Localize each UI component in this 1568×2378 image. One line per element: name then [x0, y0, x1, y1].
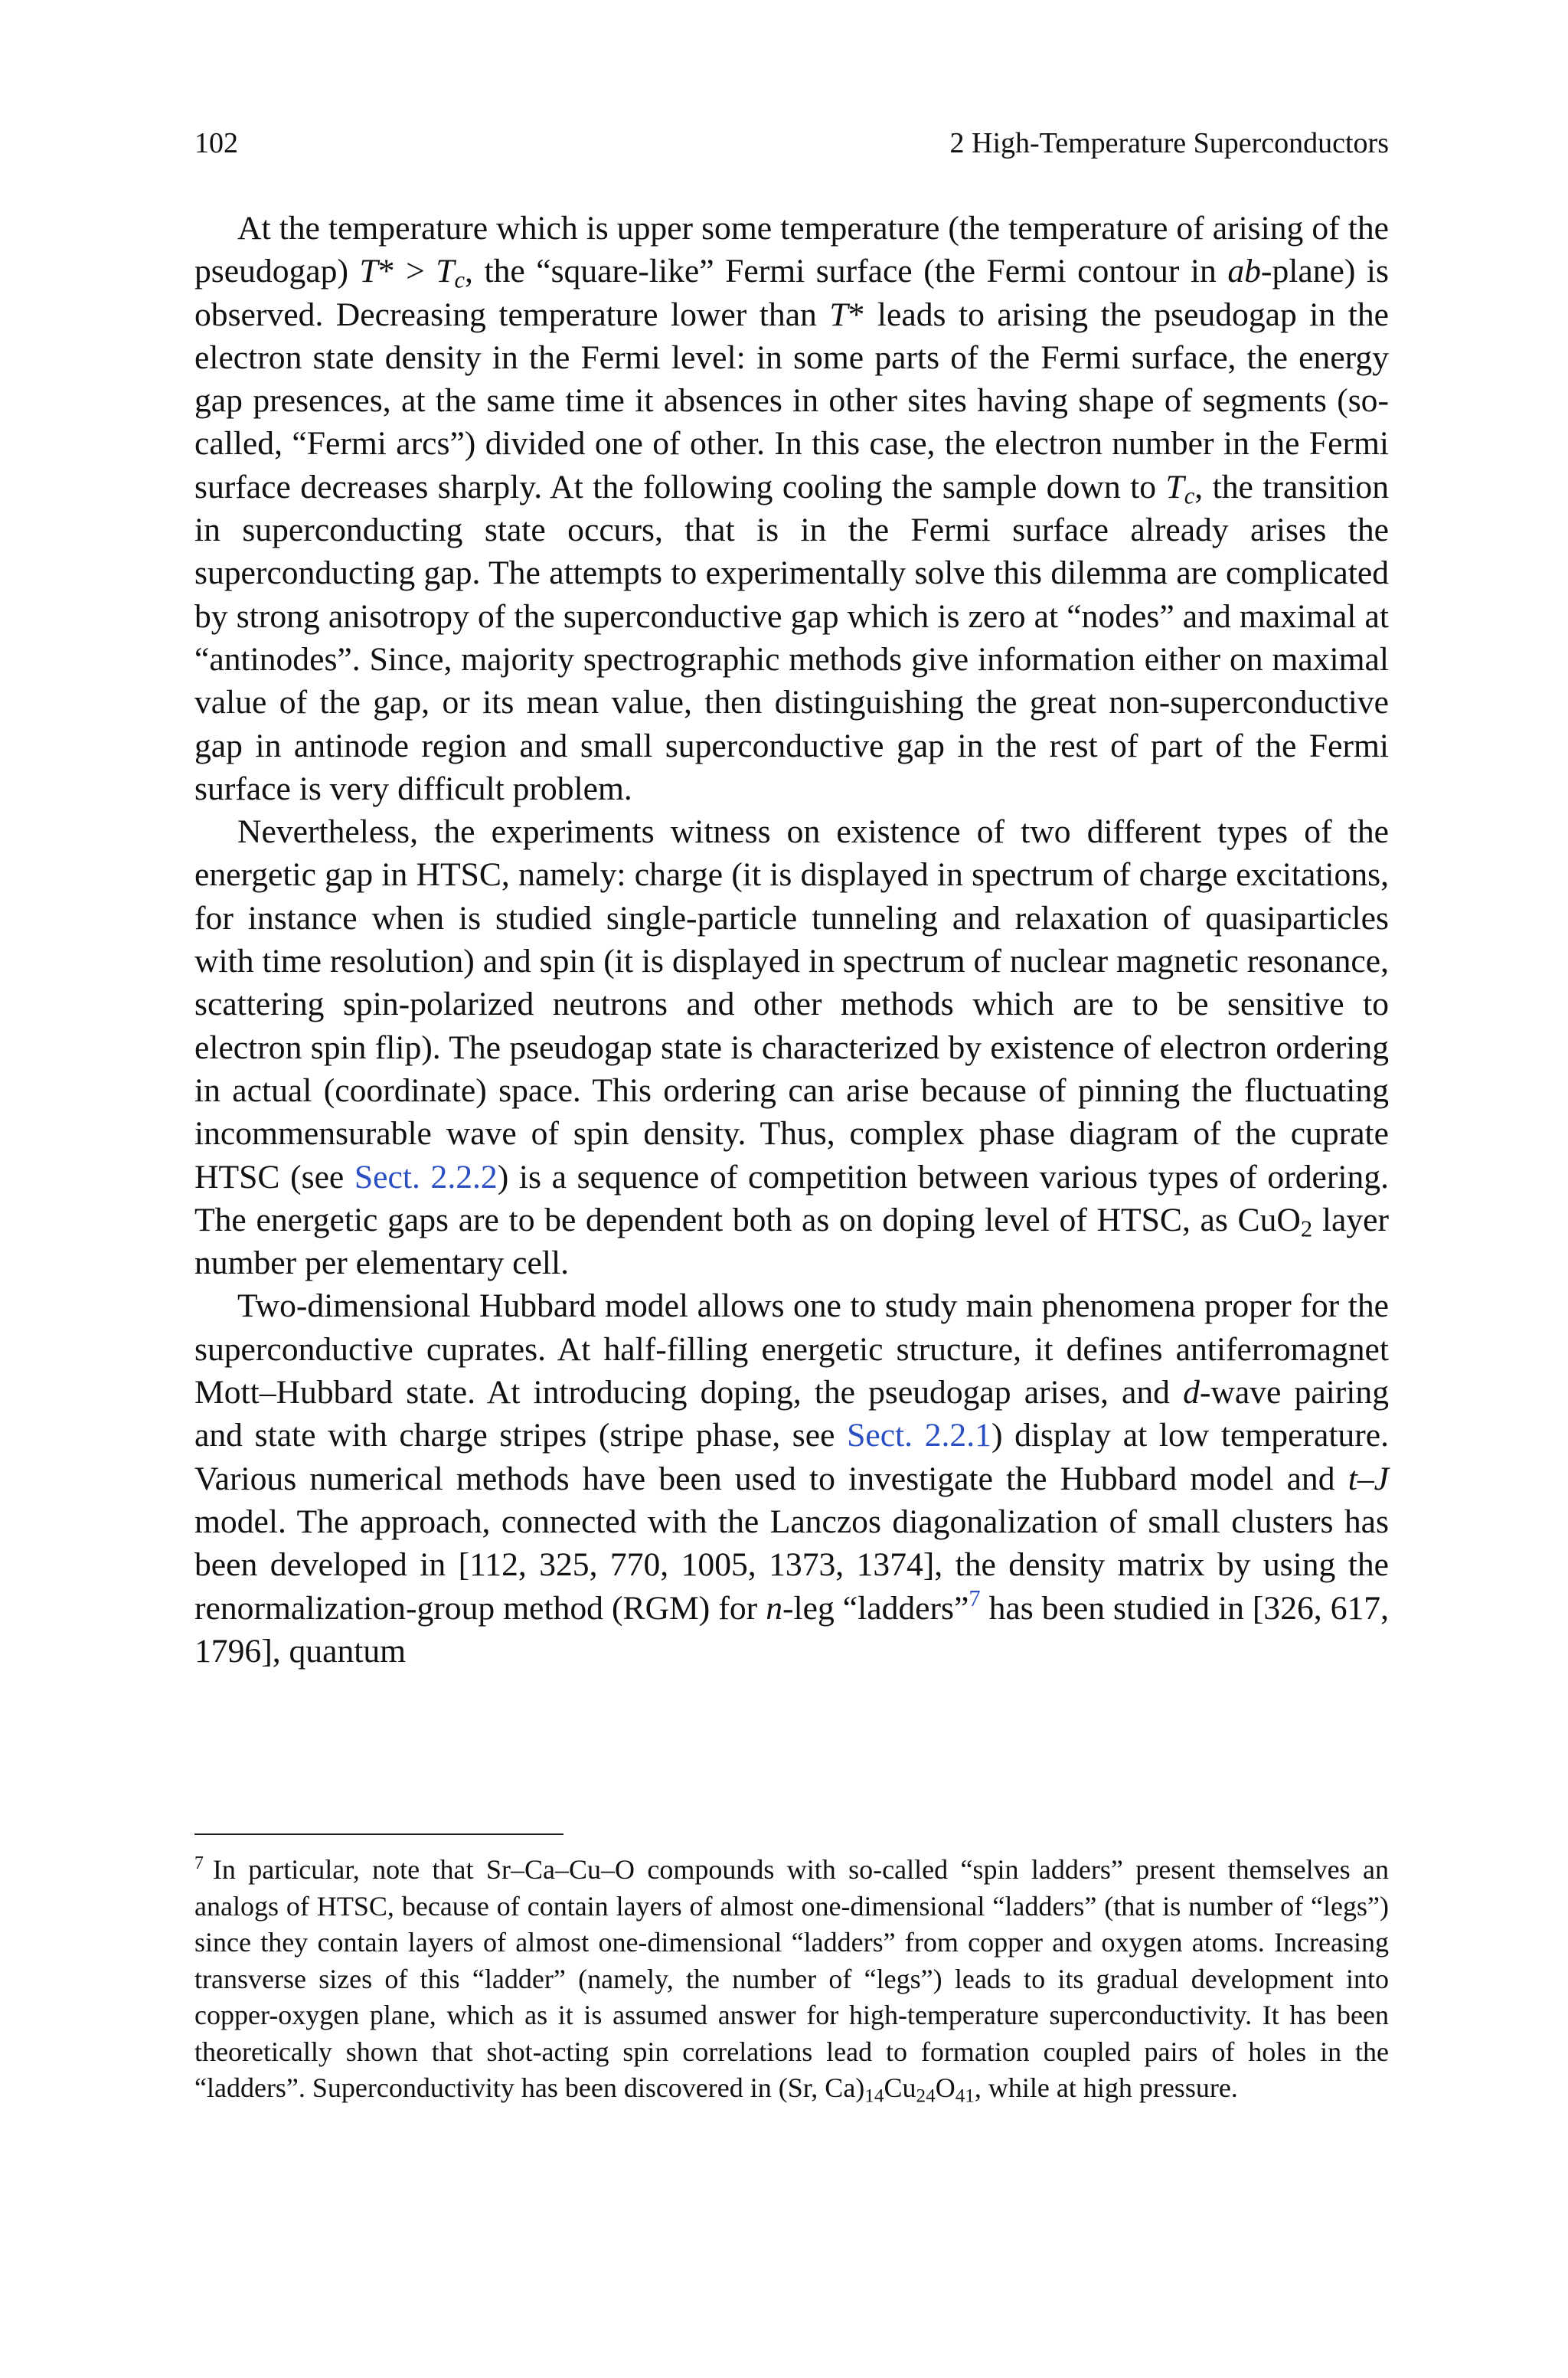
link-sect-2-2-2[interactable]: Sect. 2.2.2 [354, 1158, 498, 1196]
paragraph-gap-types: Nevertheless, the experiments witness on existence of two different types of the energetic gap in HTSC, namely: charge (it is displayed in spectrum of charge excitations, for instance when is studied single-particle tunneling and relaxation of quasiparticles with time resolution) and spin (it is displayed in spectrum of nuclear magnetic resonance, scattering spin-polarized neutrons and other methods which are to be sensitive to electron spin flip). The pseudogap state is characterized by existence of electron ordering in actual (coordinate) space. This ordering can arise because of pinning the fluctuating incommensurable wave of spin density. Thus, complex phase diagram of the cuprate HTSC (see Sect. 2.2.2) is a sequence of competition between various types of ordering. The energetic gaps are to be dependent both as on doping level of HTSC, as CuO$_2$ layer number per elementary cell. [194, 813, 1389, 1282]
running-title: 2 High-Temperature Superconductors [949, 127, 1389, 159]
page-header [194, 124, 1389, 162]
footnote-7: $^7$ In particular, note that Sr–Ca–Cu–O compounds with so-called “spin ladders” present themselves an analogs of HTSC, because of contain layers of almost one-dimensional “ladders” (that is number of “legs”) since they contain layers of almost one-dimensional “ladders” from copper and oxygen atoms. Increasing transverse sizes of this “ladder” (namely, the number of “legs”) leads to its gradual development into copper-oxygen plane, which as it is assumed answer for high-temperature superconductivity. It has been theoretically shown that shot-acting spin correlations lead to formation coupled pairs of holes in the “ladders”. Superconductivity has been discovered in (Sr, $Ca)_{14}Cu_{24}O_{41}$, while at high pressure. [194, 1853, 1389, 2107]
footnote-separator [194, 1833, 564, 1835]
main-text [194, 207, 1389, 1673]
footnote-mark: 7 [194, 1853, 204, 1873]
link-sect-2-2-1[interactable]: Sect. 2.2.1 [847, 1417, 991, 1454]
footnote-reference-7[interactable]: 7 [969, 1585, 981, 1611]
paragraph-hubbard-model: Two-dimensional Hubbard model allows one to study main phenomena proper for the superconductive cuprates. At half-filling energetic structure, it defines antiferromagnet Mott–Hubbard state. At introducing doping, the pseudogap arises, and d-wave pairing and state with charge stripes (stripe phase, see Sect. 2.2.1) display at low temperature. Various numerical methods have been used to investigate the Hubbard model and t–J model. The approach, connected with the Lanczos diagonalization of small clusters has been developed in [112, 325, 770, 1005, 1373, 1374], the density matrix by using the renormalization-group method (RGM) for n-leg “ladders”$^7$ has been studied in [326, 617, 1796], quantum [194, 1287, 1390, 1670]
paragraph-pseudogap: At the temperature which is upper some temperature (the temperature of arising of the pseudogap) $T* > T_c$, the “square-like” Fermi surface (the Fermi contour in ab-plane) is observed. Decreasing temperature lower than T* leads to arising the pseudogap in the electron state density in the Fermi level: in some parts of the Fermi surface, the energy gap presences, at the same time it absences in other sites having shape of segments (so-called, “Fermi arcs”) divided one of other. In this case, the electron number in the Fermi surface decreases sharply. At the following cooling the sample down to $T_c$, the transition in superconducting state occurs, that is in the Fermi surface already arises the superconducting gap. The attempts to experimentally solve this dilemma are complicated by strong anisotropy of the superconductive gap which is zero at “nodes” and maximal at “antinodes”. Since, majority spectrographic methods give information either on maximal value of the gap, or its mean value, then distinguishing the great non-superconductive gap in antinode region and small superconductive gap in the rest of part of the Fermi surface is very difficult problem. [194, 210, 1389, 807]
page-number: 102 [194, 127, 238, 159]
